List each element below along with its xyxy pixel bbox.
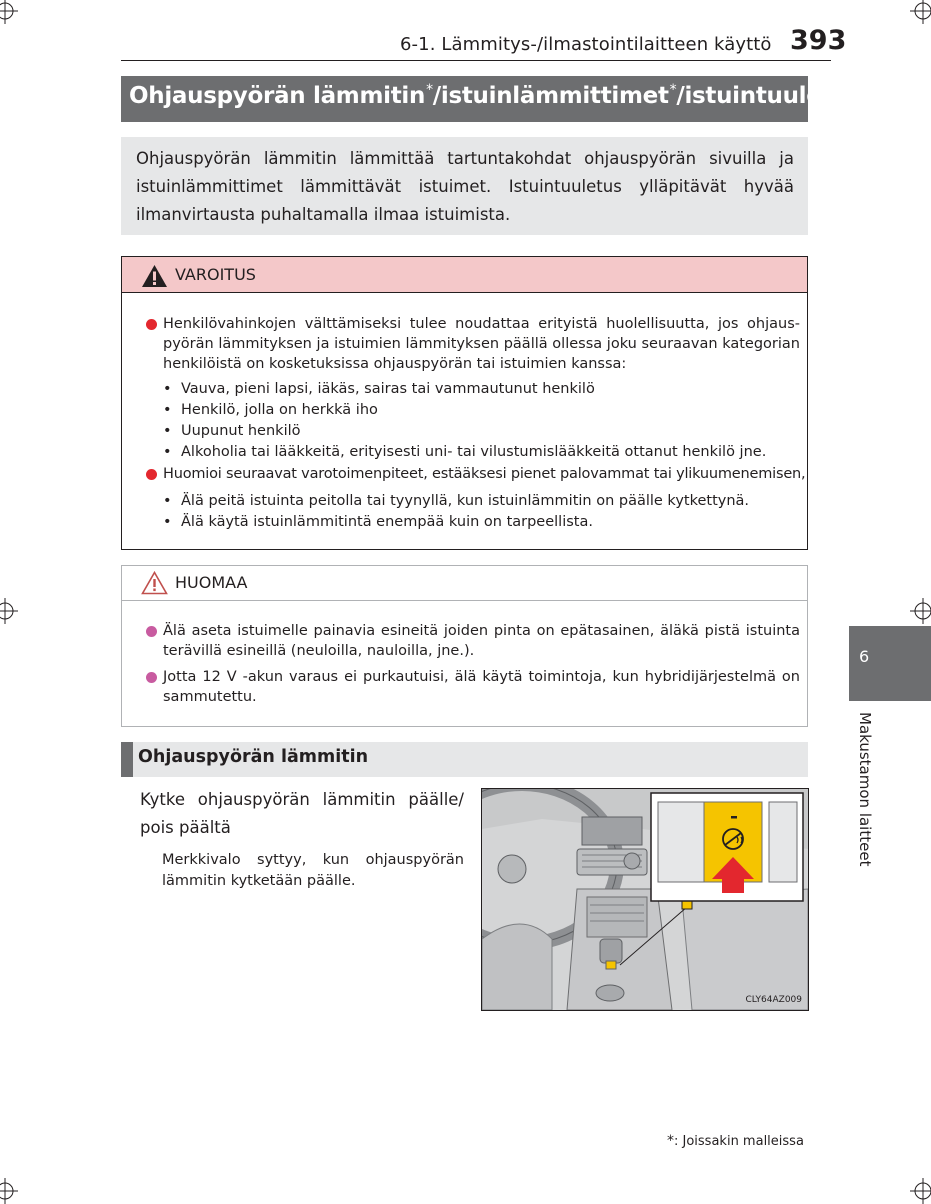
figure-code: CLY64AZ009: [745, 995, 802, 1005]
registration-mark-middle-left: [0, 598, 18, 624]
dashboard-drawing: [482, 789, 808, 1010]
notice-box: [121, 565, 808, 727]
warning-triangle-icon: [141, 264, 168, 288]
red-bullet-icon: [146, 319, 157, 330]
warning-header: [122, 257, 807, 293]
step-detail: Merkkivalo syttyy, kun ohjauspyörän lämmitin kytketään päälle.: [162, 852, 464, 889]
chapter-tab-number: 6: [859, 647, 870, 666]
page-number: 393: [790, 25, 847, 56]
intro-text: Ohjauspyörän lämmitin lämmittää tartuntakohdat ohjauspyörän sivuilla ja istuinlämmittimet lämmittävät istuimet. Istuintuuletus ylläpitävät hyvää ilmanvirtausta puhaltamalla ilmaa istuimista.: [136, 149, 794, 224]
chapter-title: 6-1. Lämmitys-/ilmastointilaitteen käyttö: [400, 34, 772, 55]
registration-mark-top-right: [910, 0, 931, 24]
registration-mark-middle-right: [910, 598, 931, 624]
chapter-tab-label: Makustamon laitteet: [856, 712, 874, 867]
footnote-asterisk: *: [667, 1133, 674, 1149]
caution-triangle-icon: [141, 571, 168, 595]
step-text: Kytke ohjauspyörän lämmitin päälle/ pois päältä: [140, 790, 464, 837]
registration-mark-bottom-right: [910, 1178, 931, 1204]
asterisk-3: *: [862, 82, 870, 98]
dashboard-illustration: [481, 788, 809, 1011]
warning-box: VAROITUS Henkilövahinkojen välttämiseksi tulee noudattaa erityistä huolellisuutta, jos ohjaus-pyörän lämmityksen ja istuimien lämmityksen päällä ollessa joku seuraavan kategorian henkilöistä on kosketuksissa ohjauspyörän tai istuimien kanssa: • Vauva, pieni lapsi, iäkäs, sairas tai vammautunut henkilö • Henkilö, jolla on herkkä iho • Uupunut henkilö • Alkoholia tai lääkkeitä, erityisesti uni- tai vilustumislääkkeitä ottanut henkilö jne. Huomioi seuraavat varotoimenpiteet, estääksesi pienet palovammat tai ylikuumenemisen, • Älä peitä istuinta peitolla tai tyynyllä, kun istuinlämmitin on päälle kytkettynä. • Älä käytä istuinlämmitintä enempää kuin on tarpeellista.: [121, 256, 808, 550]
asterisk-1: *: [426, 82, 433, 98]
notice-item-1-text: Älä aseta istuimelle painavia esineitä joiden pinta on epätasainen, äläkä pistä istuinta terävillä esineillä (neuloilla, nauloilla, jne.).: [163, 623, 800, 659]
pink-bullet-icon: [146, 672, 157, 683]
warning-item-2-text: Huomioi seuraavat varotoimenpiteet, estääksesi pienet palovammat tai ylikuumenemisen,: [163, 466, 806, 482]
pink-bullet-icon: [146, 626, 157, 637]
section-title: [121, 76, 870, 122]
registration-mark-top-left: [0, 0, 18, 24]
warning-label: VAROITUS: [175, 265, 256, 284]
section-title-part2: /istuinlämmittimet: [432, 83, 669, 109]
header-rule: [121, 60, 831, 61]
footnote: [667, 1133, 804, 1149]
chapter-tab: [849, 626, 931, 701]
registration-mark-bottom-left: [0, 1178, 18, 1204]
intro-box: [121, 137, 808, 235]
notice-label: HUOMAA: [175, 573, 248, 592]
section-title-part1: Ohjauspyörän lämmitin: [129, 83, 426, 109]
subsection-title: Ohjauspyörän lämmitin: [121, 742, 808, 777]
indicator-light-icon: [731, 816, 737, 819]
section-title-part3: /istuintuuletus: [676, 83, 862, 109]
asterisk-2: *: [669, 82, 677, 98]
notice-header: [122, 566, 807, 601]
notice-item-2-text: Jotta 12 V -akun varaus ei purkautuisi, älä käytä toimintoja, kun hybridijärjestelmä on sammutettu.: [163, 669, 800, 705]
warning-item-1-text: Henkilövahinkojen välttämiseksi tulee noudattaa erityistä huolellisuutta, jos ohjaus-pyörän lämmityksen ja istuimien lämmityksen päällä ollessa joku seuraavan kategorian henkilöistä on kosketuksissa ohjauspyörän tai istuimien kanssa:: [163, 316, 800, 372]
red-bullet-icon: [146, 469, 157, 480]
footnote-text: : Joissakin malleissa: [674, 1134, 804, 1149]
